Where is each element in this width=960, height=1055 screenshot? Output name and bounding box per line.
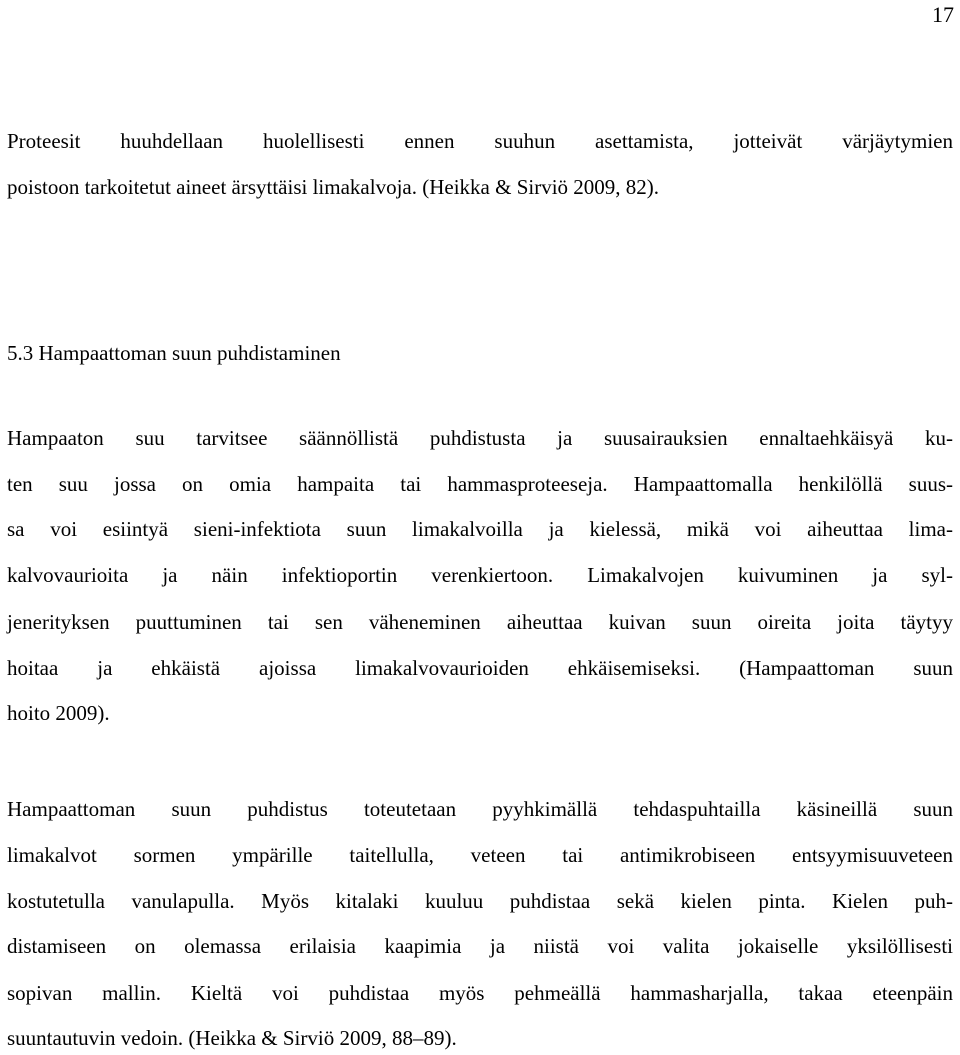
text-line: suuntautuvin vedoin. (Heikka & Sirviö 2009, 88–89). — [7, 1026, 457, 1050]
text-line: Hampaaton suu tarvitsee säännöllistä puhdistusta ja suusairauksien ennaltaehkäisyä ku- — [7, 426, 953, 450]
text-line: sa voi esiintyä sieni-infektiota suun limakalvoilla ja kielessä, mikä voi aiheuttaa lima- — [7, 517, 953, 541]
text-line: ten suu jossa on omia hampaita tai hammasproteeseja. Hampaattomalla henkilöllä suus- — [7, 472, 953, 496]
text-line: kostutetulla vanulapulla. Myös kitalaki kuuluu puhdistaa sekä kielen pinta. Kielen puh- — [7, 889, 953, 913]
text-line: distamiseen on olemassa erilaisia kaapimia ja niistä voi valita jokaiselle yksilöllisesti — [7, 934, 953, 958]
text-line: jenerityksen puuttuminen tai sen väheneminen aiheuttaa kuivan suun oireita joita täytyy — [7, 610, 953, 634]
section-heading: 5.3 Hampaattoman suun puhdistaminen — [7, 341, 341, 365]
text-line: kalvovaurioita ja näin infektioportin verenkiertoon. Limakalvojen kuivuminen ja syl- — [7, 563, 953, 587]
text-line: poistoon tarkoitetut aineet ärsyttäisi limakalvoja. (Heikka & Sirviö 2009, 82). — [7, 175, 660, 199]
text-line: Proteesit huuhdellaan huolellisesti ennen suuhun asettamista, jotteivät värjäytymien — [7, 129, 953, 153]
text-line: limakalvot sormen ympärille taitellulla, veteen tai antimikrobiseen entsyymisuuveteen — [7, 843, 953, 867]
text-line: hoito 2009). — [7, 701, 110, 725]
text-line: hoitaa ja ehkäistä ajoissa limakalvovaurioiden ehkäisemiseksi. (Hampaattoman suun — [7, 656, 953, 680]
text-line: Hampaattoman suun puhdistus toteutetaan pyyhkimällä tehdaspuhtailla käsineillä suun — [7, 797, 953, 821]
page-number: 17 — [932, 2, 954, 27]
text-line: sopivan mallin. Kieltä voi puhdistaa myös pehmeällä hammasharjalla, takaa eteenpäin — [7, 981, 953, 1005]
